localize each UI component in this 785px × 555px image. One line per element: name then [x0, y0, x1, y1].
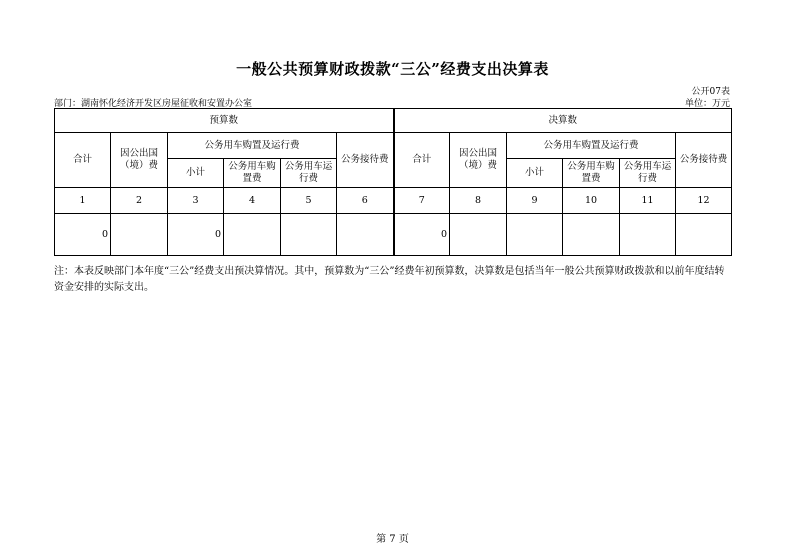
budget-subtotal-header: 小计: [168, 159, 224, 188]
budget-subtotal-cell: 0: [168, 214, 224, 256]
budget-total-header: 合计: [55, 133, 111, 188]
column-number: 4: [224, 188, 281, 214]
column-number: 12: [676, 188, 732, 214]
column-number: 7: [394, 188, 450, 214]
budget-abroad-cell: [111, 214, 168, 256]
column-number: 9: [507, 188, 563, 214]
group-header-row: [55, 109, 732, 133]
final-total-header: 合计: [394, 133, 450, 188]
table-row: [55, 214, 732, 256]
table-note: 注：本表反映部门本年度“三公”经费支出预决算情况。其中，预算数为“三公”经费年初预算数，决算数是包括当年一般公共预算财政拨款和以前年度结转资金安排的实际支出。: [54, 266, 725, 293]
column-number: 3: [168, 188, 224, 214]
budget-reception-cell: [337, 214, 394, 256]
final-reception-header: 公务接待费: [676, 133, 732, 188]
final-abroad-cell: [450, 214, 507, 256]
final-total-cell: 0: [394, 214, 450, 256]
budget-vehicle-operation-cell: [281, 214, 337, 256]
column-number: 2: [111, 188, 168, 214]
budget-vehicle-group-header: 公务用车购置及运行费: [168, 133, 337, 159]
form-code: 公开07表: [691, 87, 730, 97]
final-subtotal-header: 小计: [507, 159, 563, 188]
column-header-row: [55, 133, 732, 159]
column-number-row: [55, 188, 732, 214]
column-number: 11: [620, 188, 676, 214]
final-subtotal-cell: [507, 214, 563, 256]
unit-label: 单位：万元: [684, 99, 730, 109]
column-number: 10: [563, 188, 620, 214]
column-number: 6: [337, 188, 394, 214]
budget-vehicle-operation-header: 公务用车运行费: [281, 159, 337, 188]
budget-abroad-header: 因公出国（境）费: [111, 133, 168, 188]
final-group-header: 决算数: [394, 109, 732, 133]
column-number: 1: [55, 188, 111, 214]
final-vehicle-operation-cell: [620, 214, 676, 256]
final-vehicle-purchase-cell: [563, 214, 620, 256]
budget-reception-header: 公务接待费: [337, 133, 394, 188]
final-vehicle-group-header: 公务用车购置及运行费: [507, 133, 676, 159]
page-title: 一般公共预算财政拨款“三公”经费支出决算表: [236, 60, 549, 78]
final-abroad-header: 因公出国（境）费: [450, 133, 507, 188]
column-number: 5: [281, 188, 337, 214]
budget-group-header: 预算数: [55, 109, 394, 133]
three-public-expenses-table: [54, 108, 732, 256]
column-number: 8: [450, 188, 507, 214]
budget-total-cell: 0: [55, 214, 111, 256]
budget-vehicle-purchase-header: 公务用车购置费: [224, 159, 281, 188]
page-number: 第 7 页: [376, 534, 409, 545]
department-label: 部门：湖南怀化经济开发区房屋征收和安置办公室: [54, 99, 253, 109]
final-vehicle-purchase-header: 公务用车购置费: [563, 159, 620, 188]
final-vehicle-operation-header: 公务用车运行费: [620, 159, 676, 188]
final-reception-cell: [676, 214, 732, 256]
budget-vehicle-purchase-cell: [224, 214, 281, 256]
